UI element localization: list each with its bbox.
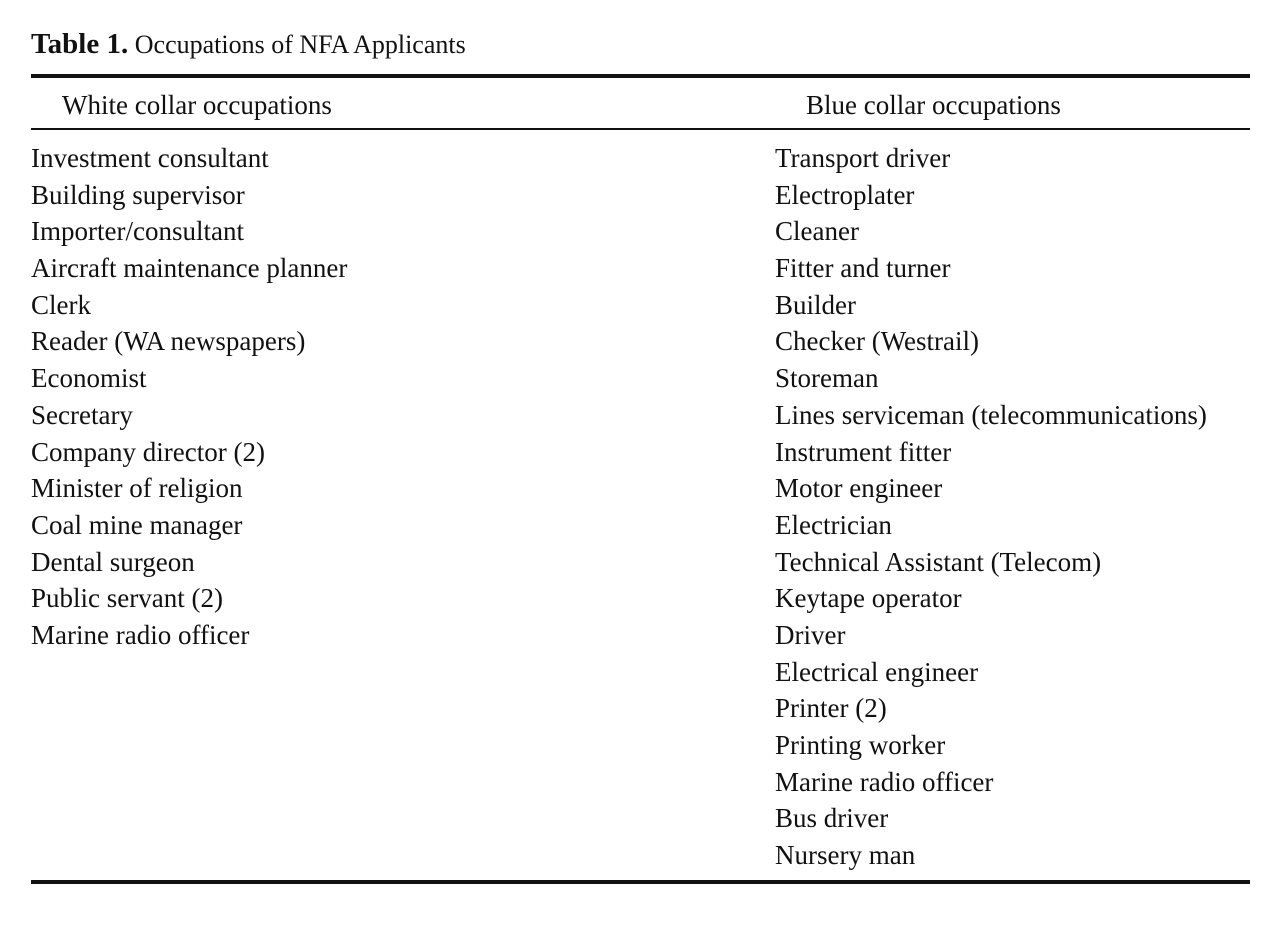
white-collar-occupation: Coal mine manager — [31, 509, 243, 540]
column-header-blue-collar: Blue collar occupations — [806, 90, 1061, 120]
white-collar-occupation: Dental surgeon — [31, 546, 195, 577]
column-header-white-collar: White collar occupations — [62, 90, 332, 120]
white-collar-occupation: Public servant (2) — [31, 583, 223, 614]
bottom-rule — [31, 880, 1250, 884]
blue-collar-occupation: Printer (2) — [775, 693, 887, 724]
blue-collar-occupation: Builder — [775, 289, 856, 320]
blue-collar-occupation: Electrician — [775, 509, 892, 540]
white-collar-occupation: Investment consultant — [31, 143, 269, 173]
blue-collar-occupation: Nursery man — [775, 840, 916, 871]
white-collar-occupation: Marine radio officer — [31, 619, 250, 650]
blue-collar-occupation: Fitter and turner — [775, 253, 951, 284]
blue-collar-occupation: Cleaner — [775, 216, 859, 247]
blue-collar-occupation: Driver — [775, 619, 846, 650]
blue-collar-occupation: Motor engineer — [775, 473, 943, 504]
blue-collar-occupation: Keytape operator — [775, 583, 962, 614]
white-collar-occupation: Secretary — [31, 399, 133, 430]
table-label: Table 1. — [31, 28, 129, 60]
blue-collar-occupation: Instrument fitter — [775, 436, 952, 467]
blue-collar-occupation: Bus driver — [775, 803, 889, 834]
white-collar-occupation: Importer/consultant — [31, 216, 244, 247]
table-caption — [31, 26, 466, 63]
blue-collar-occupation: Transport driver — [775, 143, 951, 173]
table-title: Occupations of NFA Applicants — [134, 30, 466, 59]
blue-collar-occupation: Marine radio officer — [775, 766, 994, 797]
blue-collar-occupation: Lines serviceman (telecommunications) — [775, 399, 1207, 430]
blue-collar-occupation: Technical Assistant (Telecom) — [775, 546, 1102, 577]
blue-collar-occupation: Electroplater — [775, 179, 915, 210]
top-rule — [31, 74, 1250, 78]
white-collar-occupation: Minister of religion — [31, 473, 243, 504]
white-collar-occupation: Aircraft maintenance planner — [31, 253, 348, 284]
header-rule — [31, 128, 1250, 130]
white-collar-occupation: Economist — [31, 363, 147, 394]
blue-collar-occupation: Printing worker — [775, 730, 946, 760]
table-header — [31, 86, 1250, 126]
blue-collar-column — [775, 140, 1207, 874]
white-collar-occupation: Clerk — [31, 289, 91, 320]
white-collar-occupation: Reader (WA newspapers) — [31, 326, 306, 357]
blue-collar-occupation: Electrical engineer — [775, 656, 979, 687]
white-collar-column — [31, 140, 347, 654]
blue-collar-occupation: Checker (Westrail) — [775, 326, 979, 357]
blue-collar-occupation: Storeman — [775, 363, 879, 394]
white-collar-occupation: Company director (2) — [31, 436, 265, 467]
white-collar-occupation: Building supervisor — [31, 179, 245, 210]
